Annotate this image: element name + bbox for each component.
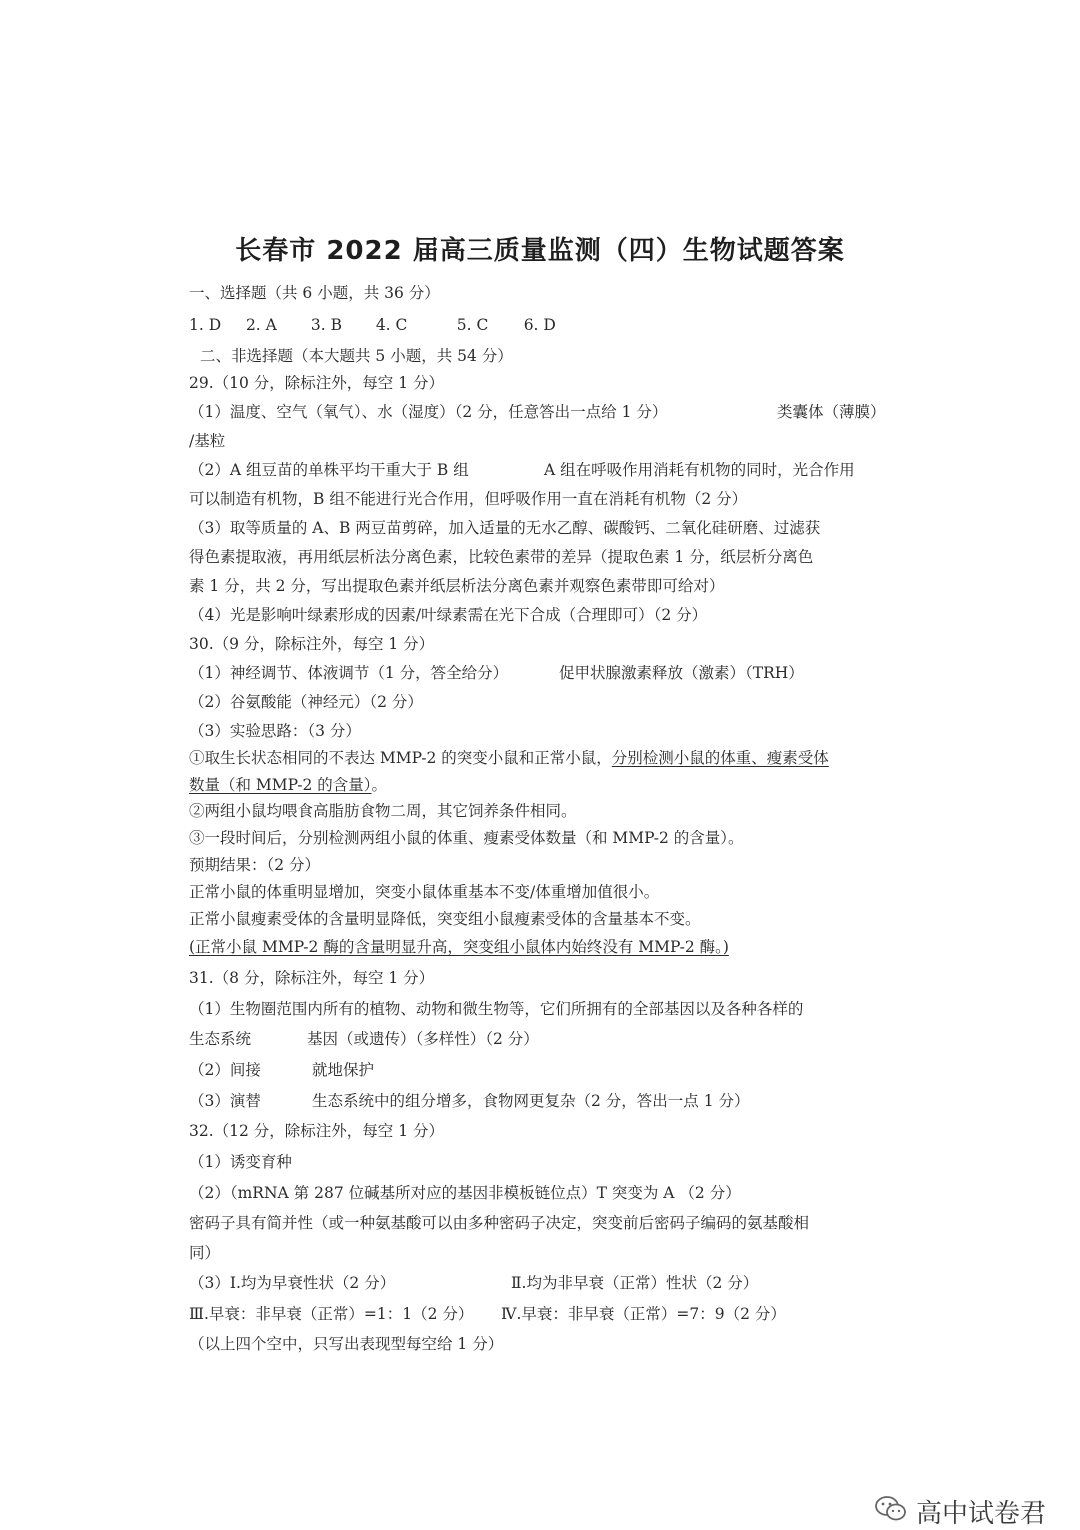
q29-answer-2 (189, 460, 901, 480)
q31-answer-3-part-b: 生态系统中的组分增多，食物网更复杂（2 分，答出一点 1 分） (312, 1092, 750, 1110)
q30-result-2: 正常小鼠瘦素受体的含量明显降低，突变组小鼠瘦素受体的含量基本不变。 (189, 910, 701, 928)
q29-answer-1 (189, 402, 901, 422)
q32-answer-2-line-3: 同） (189, 1244, 221, 1262)
q31-answer-1-line-2 (189, 1029, 901, 1049)
choice-answer-1: 1. D (189, 316, 222, 334)
q30-answer-1-part-b: 促甲状腺激素释放（激素）（TRH） (559, 664, 804, 682)
q30-step-1-cont (189, 775, 901, 795)
q30-predict-heading: 预期结果：（2 分） (189, 856, 321, 874)
q29-answer-1-cont: /基粒 (189, 432, 226, 450)
q29-answer-3-line-1: （3）取等质量的 A、B 两豆苗剪碎，加入适量的无水乙醇、碳酸钙、二氧化硅研磨、过滤获 (189, 519, 821, 537)
q31-answer-3 (189, 1091, 901, 1111)
q30-step-1-text: ①取生长状态相同的不表达 MMP-2 的突变小鼠和正常小鼠， (189, 749, 612, 767)
q30-step-1-end: 。 (371, 776, 388, 794)
q31-answer-3-part-a: （3）演替 (189, 1092, 261, 1110)
q32-heading: 32.（12 分，除标注外，每空 1 分） (189, 1122, 445, 1140)
page-title: 长春市 2022 届高三质量监测（四）生物试题答案 (235, 236, 845, 266)
q29-answer-2-part-b: A 组在呼吸作用消耗有机物的同时，光合作用 (544, 461, 855, 479)
q30-step-1 (189, 748, 901, 768)
q30-answer-1 (189, 663, 901, 683)
q31-answer-1-line-1: （1）生物圈范围内所有的植物、动物和微生物等，它们所拥有的全部基因以及各种各样的 (189, 1000, 804, 1018)
choice-answer-5: 5. C (456, 316, 489, 334)
choice-answer-4: 4. C (375, 316, 408, 334)
q29-heading: 29.（10 分，除标注外，每空 1 分） (189, 374, 445, 392)
q29-answer-3-line-3: 素 1 分，共 2 分，写出提取色素并纸层析法分离色素并观察色素带即可给对） (189, 577, 725, 595)
q29-answer-1-part-b: 类囊体（薄膜） (777, 403, 886, 421)
q32-answer-1: （1）诱变育种 (189, 1153, 292, 1171)
q30-step-3: ③一段时间后，分别检测两组小鼠的体重、瘦素受体数量（和 MMP-2 的含量）。 (189, 829, 744, 847)
choice-answer-6: 6. D (523, 316, 556, 334)
q32-answer-3-part-b: Ⅱ.均为非早衰（正常）性状（2 分） (511, 1274, 759, 1292)
choice-answer-3: 3. B (310, 316, 342, 334)
q29-answer-3-line-2: 得色素提取液，再用纸层析法分离色素，比较色素带的差异（提取色素 1 分，纸层析分离色 (189, 548, 814, 566)
q29-answer-2-cont: 可以制造有机物，B 组不能进行光合作用，但呼吸作用一直在消耗有机物（2 分） (189, 490, 748, 508)
q31-answer-2-part-a: （2）间接 (189, 1061, 261, 1079)
q32-answer-4 (189, 1304, 901, 1324)
q32-answer-2-line-2: 密码子具有简并性（或一种氨基酸可以由多种密码子决定，突变前后密码子编码的氨基酸相 (189, 1214, 810, 1232)
q31-answer-2-part-b: 就地保护 (312, 1061, 375, 1079)
q30-step-2: ②两组小鼠均喂食高脂肪食物二周，其它饲养条件相同。 (189, 802, 577, 820)
q29-answer-4: （4）光是影响叶绿素形成的因素/叶绿素需在光下合成（合理即可）（2 分） (189, 606, 708, 624)
choice-answers (189, 315, 901, 335)
q29-answer-2-part-a: （2）A 组豆苗的单株平均干重大于 B 组 (189, 461, 469, 479)
q30-answer-3: （3）实验思路：（3 分） (189, 722, 361, 740)
wechat-icon (874, 1495, 908, 1527)
section2-heading: 二、非选择题（本大题共 5 小题，共 54 分） (200, 347, 513, 365)
q30-step-1-underlined: 分别检测小鼠的体重、瘦素受体 (611, 749, 829, 767)
q30-answer-1-part-a: （1）神经调节、体液调节（1 分，答全给分） (189, 664, 509, 682)
q31-heading: 31.（8 分，除标注外，每空 1 分） (189, 969, 435, 987)
q30-result-3 (189, 937, 901, 957)
q29-answer-1-part-a: （1）温度、空气（氧气）、水（湿度）（2 分，任意答出一点给 1 分） (189, 403, 668, 421)
q32-answer-4-part-b: Ⅳ.早衰：非早衰（正常）=7：9（2 分） (501, 1305, 786, 1323)
q32-note: （以上四个空中，只写出表现型每空给 1 分） (189, 1335, 504, 1353)
q30-step-1-underlined-cont: 数量（和 MMP-2 的含量） (189, 776, 372, 794)
q30-answer-2: （2）谷氨酸能（神经元）（2 分） (189, 693, 423, 711)
q31-answer-2 (189, 1060, 901, 1080)
q31-answer-1-part-a: 生态系统 (189, 1030, 252, 1048)
q32-answer-2: （2）（mRNA 第 287 位碱基所对应的基因非模板链位点）T 突变为 A （2 分） (189, 1184, 741, 1202)
q32-answer-4-part-a: Ⅲ.早衰：非早衰（正常）=1：1（2 分） (189, 1305, 474, 1323)
q32-answer-3 (189, 1273, 901, 1293)
q31-answer-1-part-b: 基因（或遗传）（多样性）（2 分） (307, 1030, 539, 1048)
section1-heading: 一、选择题（共 6 小题，共 36 分） (189, 284, 440, 302)
q30-result-3-underlined: (正常小鼠 MMP-2 酶的含量明显升高，突变组小鼠体内始终没有 MMP-2 酶。) (189, 938, 729, 956)
q30-result-1: 正常小鼠的体重明显增加，突变小鼠体重基本不变/体重增加值很小。 (189, 883, 660, 901)
watermark-text: 高中试卷君 (915, 1498, 1046, 1529)
q30-heading: 30.（9 分，除标注外，每空 1 分） (189, 635, 435, 653)
choice-answer-2: 2. A (245, 316, 277, 334)
q32-answer-3-part-a: （3）Ⅰ.均为早衰性状（2 分） (189, 1274, 396, 1292)
source-watermark (874, 1494, 1046, 1528)
